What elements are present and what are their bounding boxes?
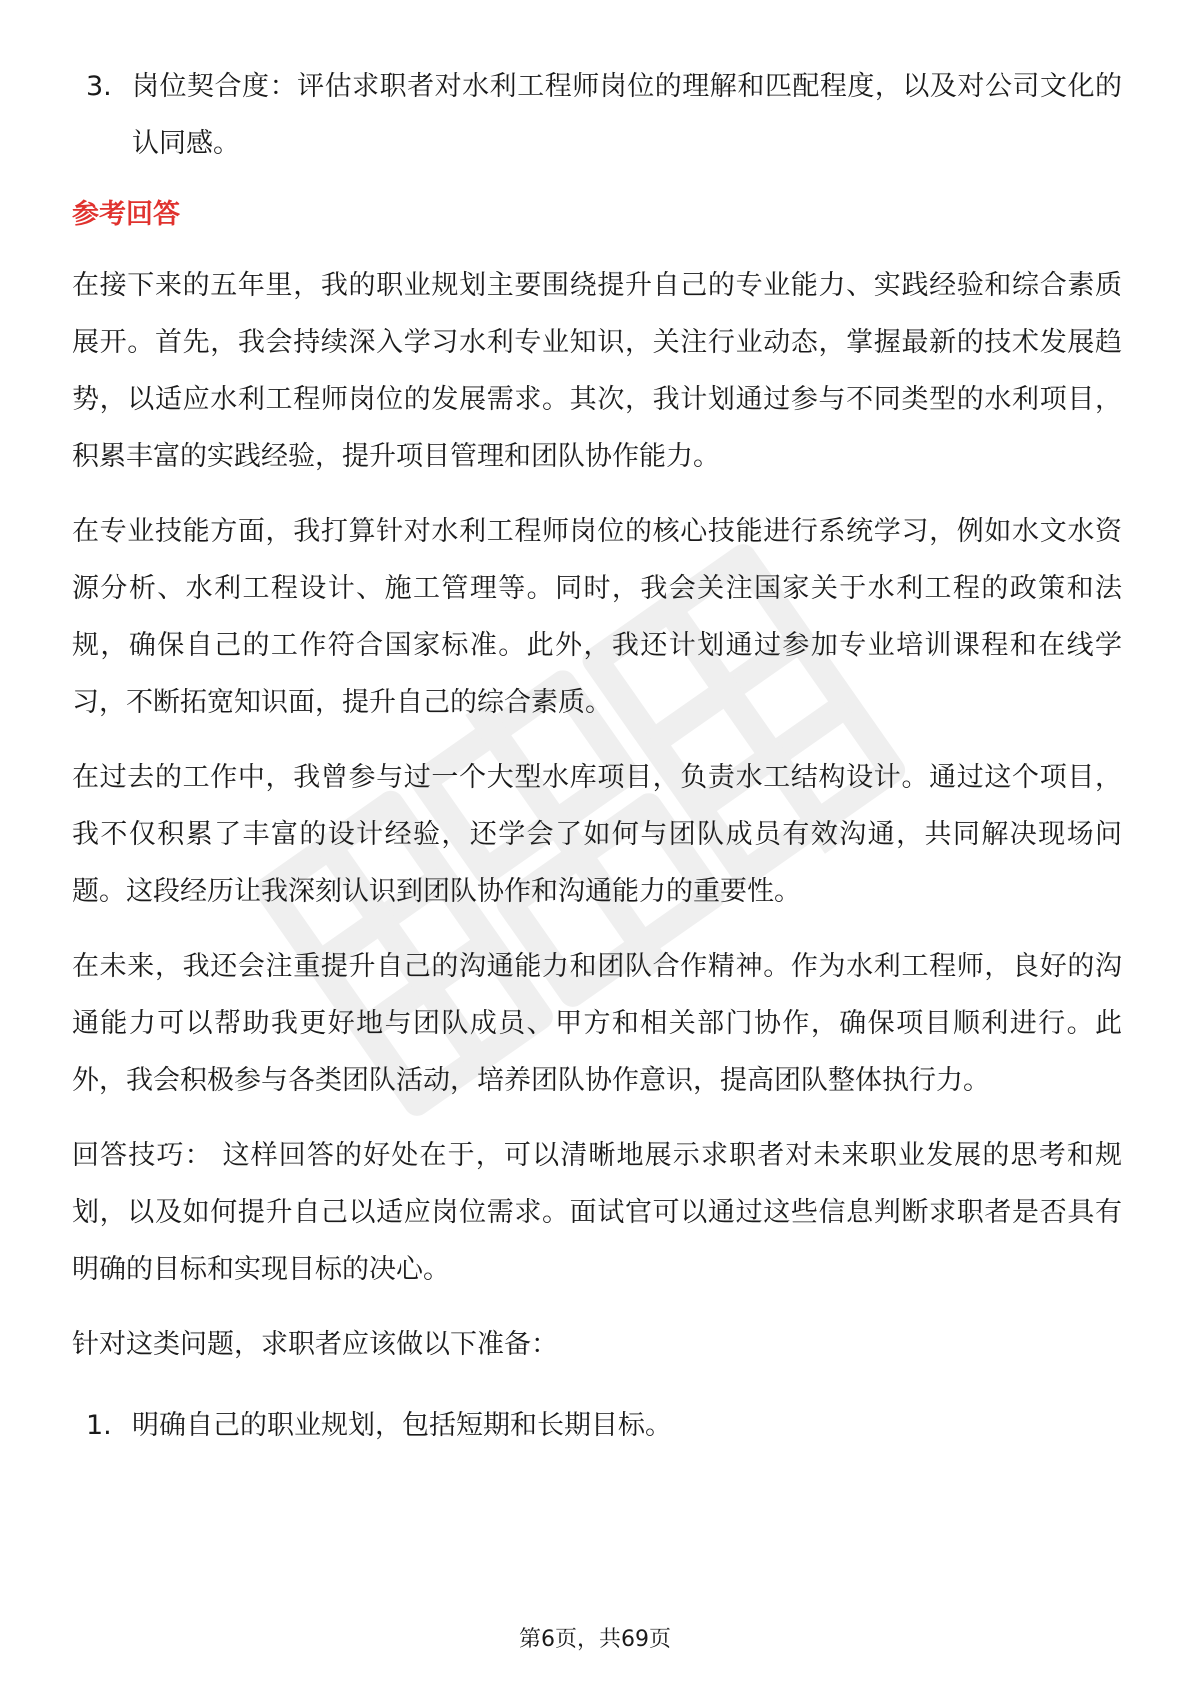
paragraph-career-plan: 在接下来的五年里，我的职业规划主要围绕提升自己的专业能力、实践经验和综合素质展开。首先，我会持续深入学习水利专业知识，关注行业动态，掌握最新的技术发展趋势，以适应水利工程师岗位的发展需求。其次，我计划通过参与不同类型的水利项目，积累丰富的实践经验，提升项目管理和团队协作能力。 [72, 270, 1122, 472]
main-content [72, 58, 1122, 1454]
list-item-bottom [72, 1397, 1122, 1454]
paragraph-preparation-intro: 针对这类问题，求职者应该做以下准备： [72, 1329, 558, 1360]
list-item-text: 岗位契合度：评估求职者对水利工程师岗位的理解和匹配程度，以及对公司文化的认同感。 [132, 71, 1122, 159]
section-heading: 参考回答 [72, 199, 180, 230]
paragraph-skills: 在专业技能方面，我打算针对水利工程师岗位的核心技能进行系统学习，例如水文水资源分析、水利工程设计、施工管理等。同时，我会关注国家关于水利工程的政策和法规，确保自己的工作符合国家标准。此外，我还计划通过参加专业培训课程和在线学习，不断拓宽知识面，提升自己的综合素质。 [72, 516, 1122, 718]
paragraph-experience: 在过去的工作中，我曾参与过一个大型水库项目，负责水工结构设计。通过这个项目，我不仅积累了丰富的设计经验，还学会了如何与团队成员有效沟通，共同解决现场问题。这段经历让我深刻认识到团队协作和沟通能力的重要性。 [72, 762, 1122, 907]
list-item-number: 3. [86, 71, 112, 102]
page-footer: 第6页，共69页 [519, 1627, 671, 1652]
list-item-top [72, 58, 1122, 172]
paragraph-teamwork: 在未来，我还会注重提升自己的沟通能力和团队合作精神。作为水利工程师，良好的沟通能力可以帮助我更好地与团队成员、甲方和相关部门协作，确保项目顺利进行。此外，我会积极参与各类团队活动，培养团队协作意识，提高团队整体执行力。 [72, 951, 1122, 1096]
list-item-number: 1. [86, 1410, 112, 1441]
list-item-text: 明确自己的职业规划，包括短期和长期目标。 [132, 1410, 672, 1441]
paragraph-tips: 回答技巧： 这样回答的好处在于，可以清晰地展示求职者对未来职业发展的思考和规划，以及如何提升自己以适应岗位需求。面试官可以通过这些信息判断求职者是否具有明确的目标和实现目标的决心。 [72, 1140, 1122, 1285]
